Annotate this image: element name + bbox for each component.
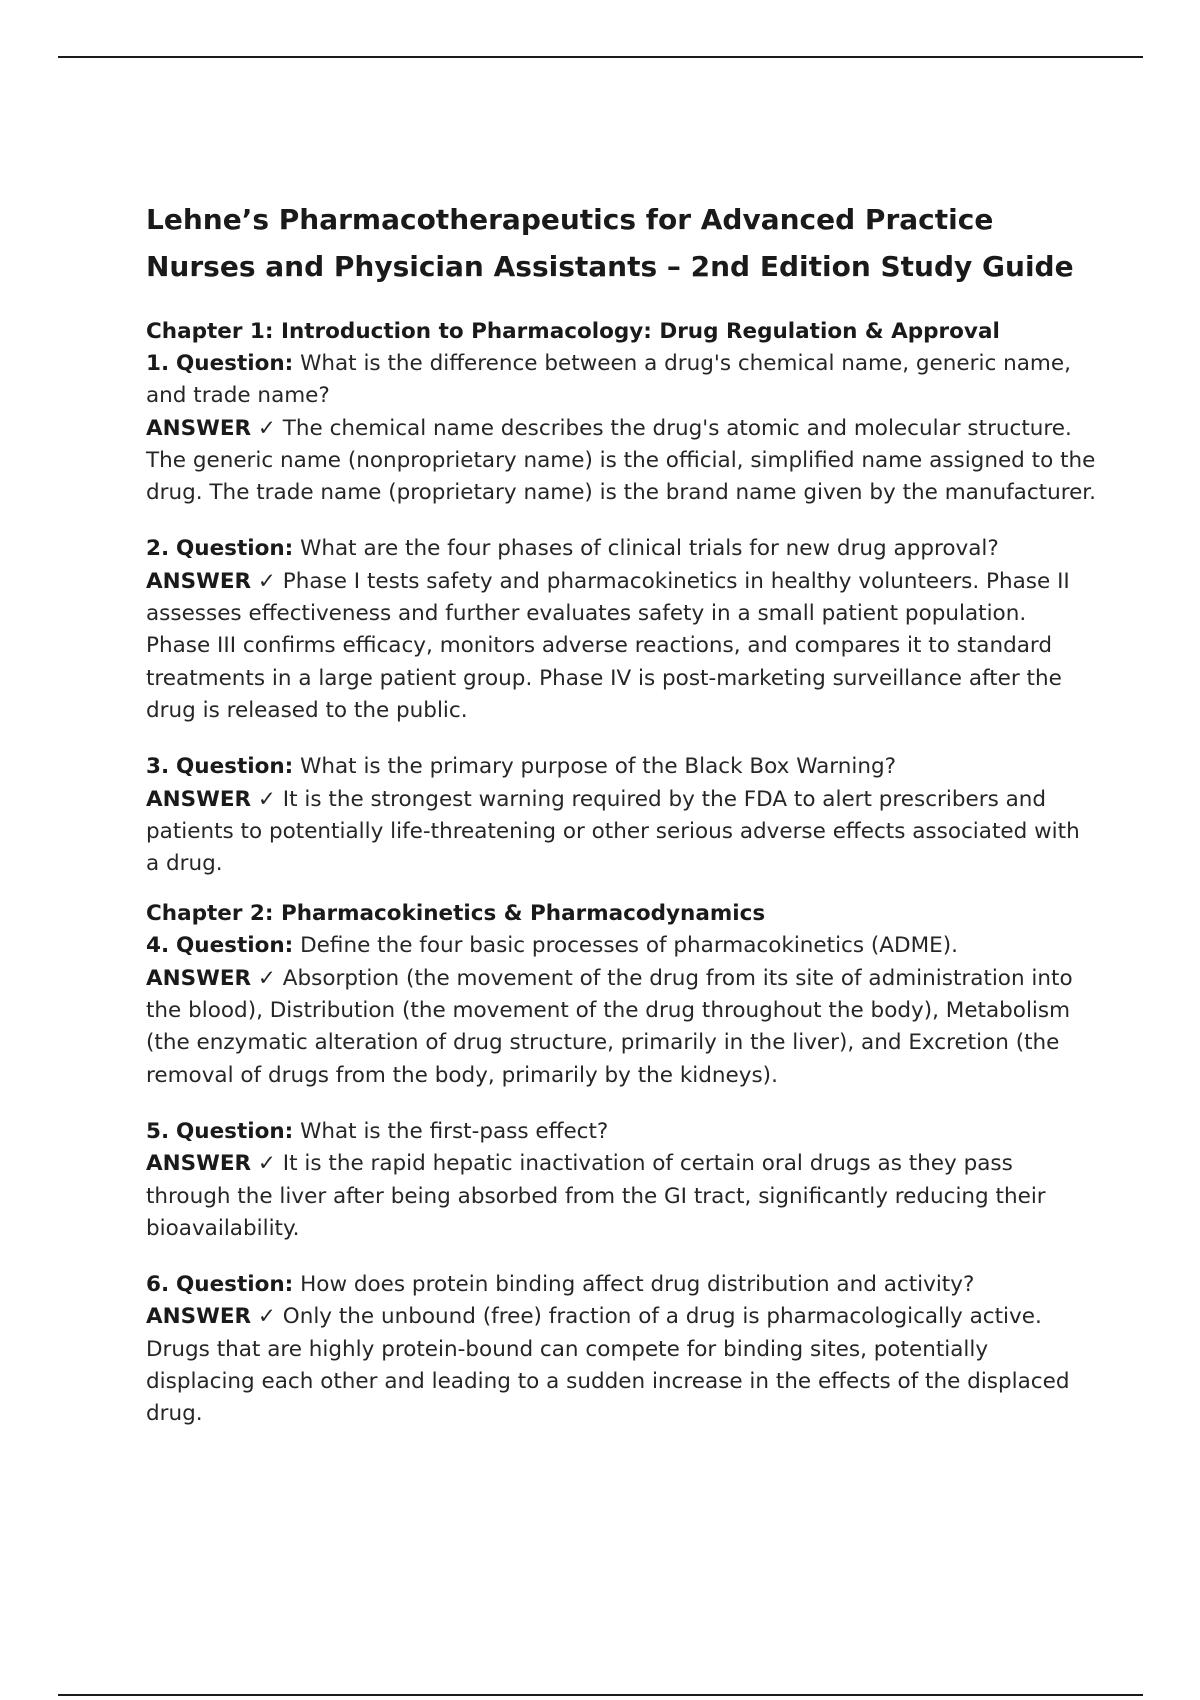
document-title: Lehne’s Pharmacotherapeutics for Advanced Practice Nurses and Physician Assistants – 2nd Edition Study Guide [146,203,1074,283]
answer-label: ANSWER [146,1304,252,1330]
qa-item [146,348,1096,509]
question [146,751,1096,783]
answer [146,1301,1096,1430]
question-label: Question: [175,933,294,959]
answer-text: Phase I tests safety and pharmacokinetics in healthy volunteers. Phase II assesses effectiveness and further evaluates safety in a small patient population. Phase III confirms efficacy, monitors adverse reactions, and compares it to standard treatments in a large patient group. Phase IV is post-marketing surveillance after the drug is released to the public. [146,568,1070,723]
chapter-title: Chapter 2: Pharmacokinetics & Pharmacodynamics [146,901,766,927]
qa-item [146,1116,1096,1245]
question-text: What are the four phases of clinical trials for new drug approval? [300,536,999,562]
question-text: How does protein binding affect drug distribution and activity? [300,1272,975,1298]
answer-label: ANSWER [146,415,252,441]
qa-item [146,751,1096,880]
qa-item [146,533,1096,727]
check-icon: ✓ [257,1151,276,1177]
question [146,533,1096,565]
answer [146,566,1096,727]
question-text: What is the difference between a drug's chemical name, generic name, and trade name? [146,351,1071,409]
answer-label: ANSWER [146,965,252,991]
answer [146,963,1096,1092]
check-icon: ✓ [257,786,276,812]
check-icon: ✓ [257,1304,276,1330]
answer [146,1148,1096,1245]
question [146,348,1096,413]
question-label: Question: [175,754,294,780]
answer-text: It is the strongest warning required by the FDA to alert prescribers and patients to potentially life-threatening or other serious adverse effects associated with a drug. [146,786,1080,877]
chapter-1 [146,316,1096,880]
question-label: Question: [175,536,294,562]
question-label: Question: [175,351,294,376]
answer-text: The chemical name describes the drug's atomic and molecular structure. The generic name (nonproprietary name) is the official, simplified name assigned to the drug. The trade name (proprietary name) is the brand name given by the manufacturer. [146,415,1096,506]
answer-label: ANSWER [146,568,252,594]
answer-label: ANSWER [146,786,252,812]
top-rule [58,56,1143,58]
answer-label: ANSWER [146,1151,252,1177]
answer [146,784,1096,881]
question [146,1116,1096,1148]
chapter-title: Chapter 1: Introduction to Pharmacology: Drug Regulation & Approval [146,319,1000,344]
question-label: Question: [175,1118,294,1144]
check-icon: ✓ [257,415,276,441]
question-number: 2. [146,536,170,562]
question-number: 5. [146,1118,170,1144]
question-number: 3. [146,754,170,780]
check-icon: ✓ [257,965,276,991]
bottom-rule [58,1694,1143,1696]
check-icon: ✓ [257,568,276,594]
answer-text: It is the rapid hepatic inactivation of certain oral drugs as they pass through the liver after being absorbed from the GI tract, significantly reducing their bioavailability. [146,1151,1046,1241]
question-text: Define the four basic processes of pharmacokinetics (ADME). [300,933,958,959]
answer [146,413,1096,510]
question [146,930,1096,962]
question-label: Question: [175,1272,294,1298]
answer-text: Absorption (the movement of the drug from its site of administration into the blood), Distribution (the movement of the drug throughout the body), Metabolism (the enzymatic alteration of drug structure, primarily in the liver), and Excretion (the removal of drugs from the body, primarily by the kidneys). [146,965,1073,1088]
answer-text: Only the unbound (free) fraction of a drug is pharmacologically active. Drugs that are highly protein-bound can compete for binding sites, potentially displacing each other and leading to a sudden increase in the effects of the displaced drug. [146,1304,1070,1427]
question [146,1269,1096,1301]
qa-item [146,1269,1096,1430]
chapter-2 [146,898,1096,1430]
qa-item [146,930,1096,1091]
question-text: What is the primary purpose of the Black Box Warning? [300,754,897,780]
question-number: 1. [146,351,170,376]
question-text: What is the first-pass effect? [300,1118,609,1144]
question-number: 4. [146,933,170,959]
document-body [146,196,1096,1455]
question-number: 6. [146,1272,170,1298]
